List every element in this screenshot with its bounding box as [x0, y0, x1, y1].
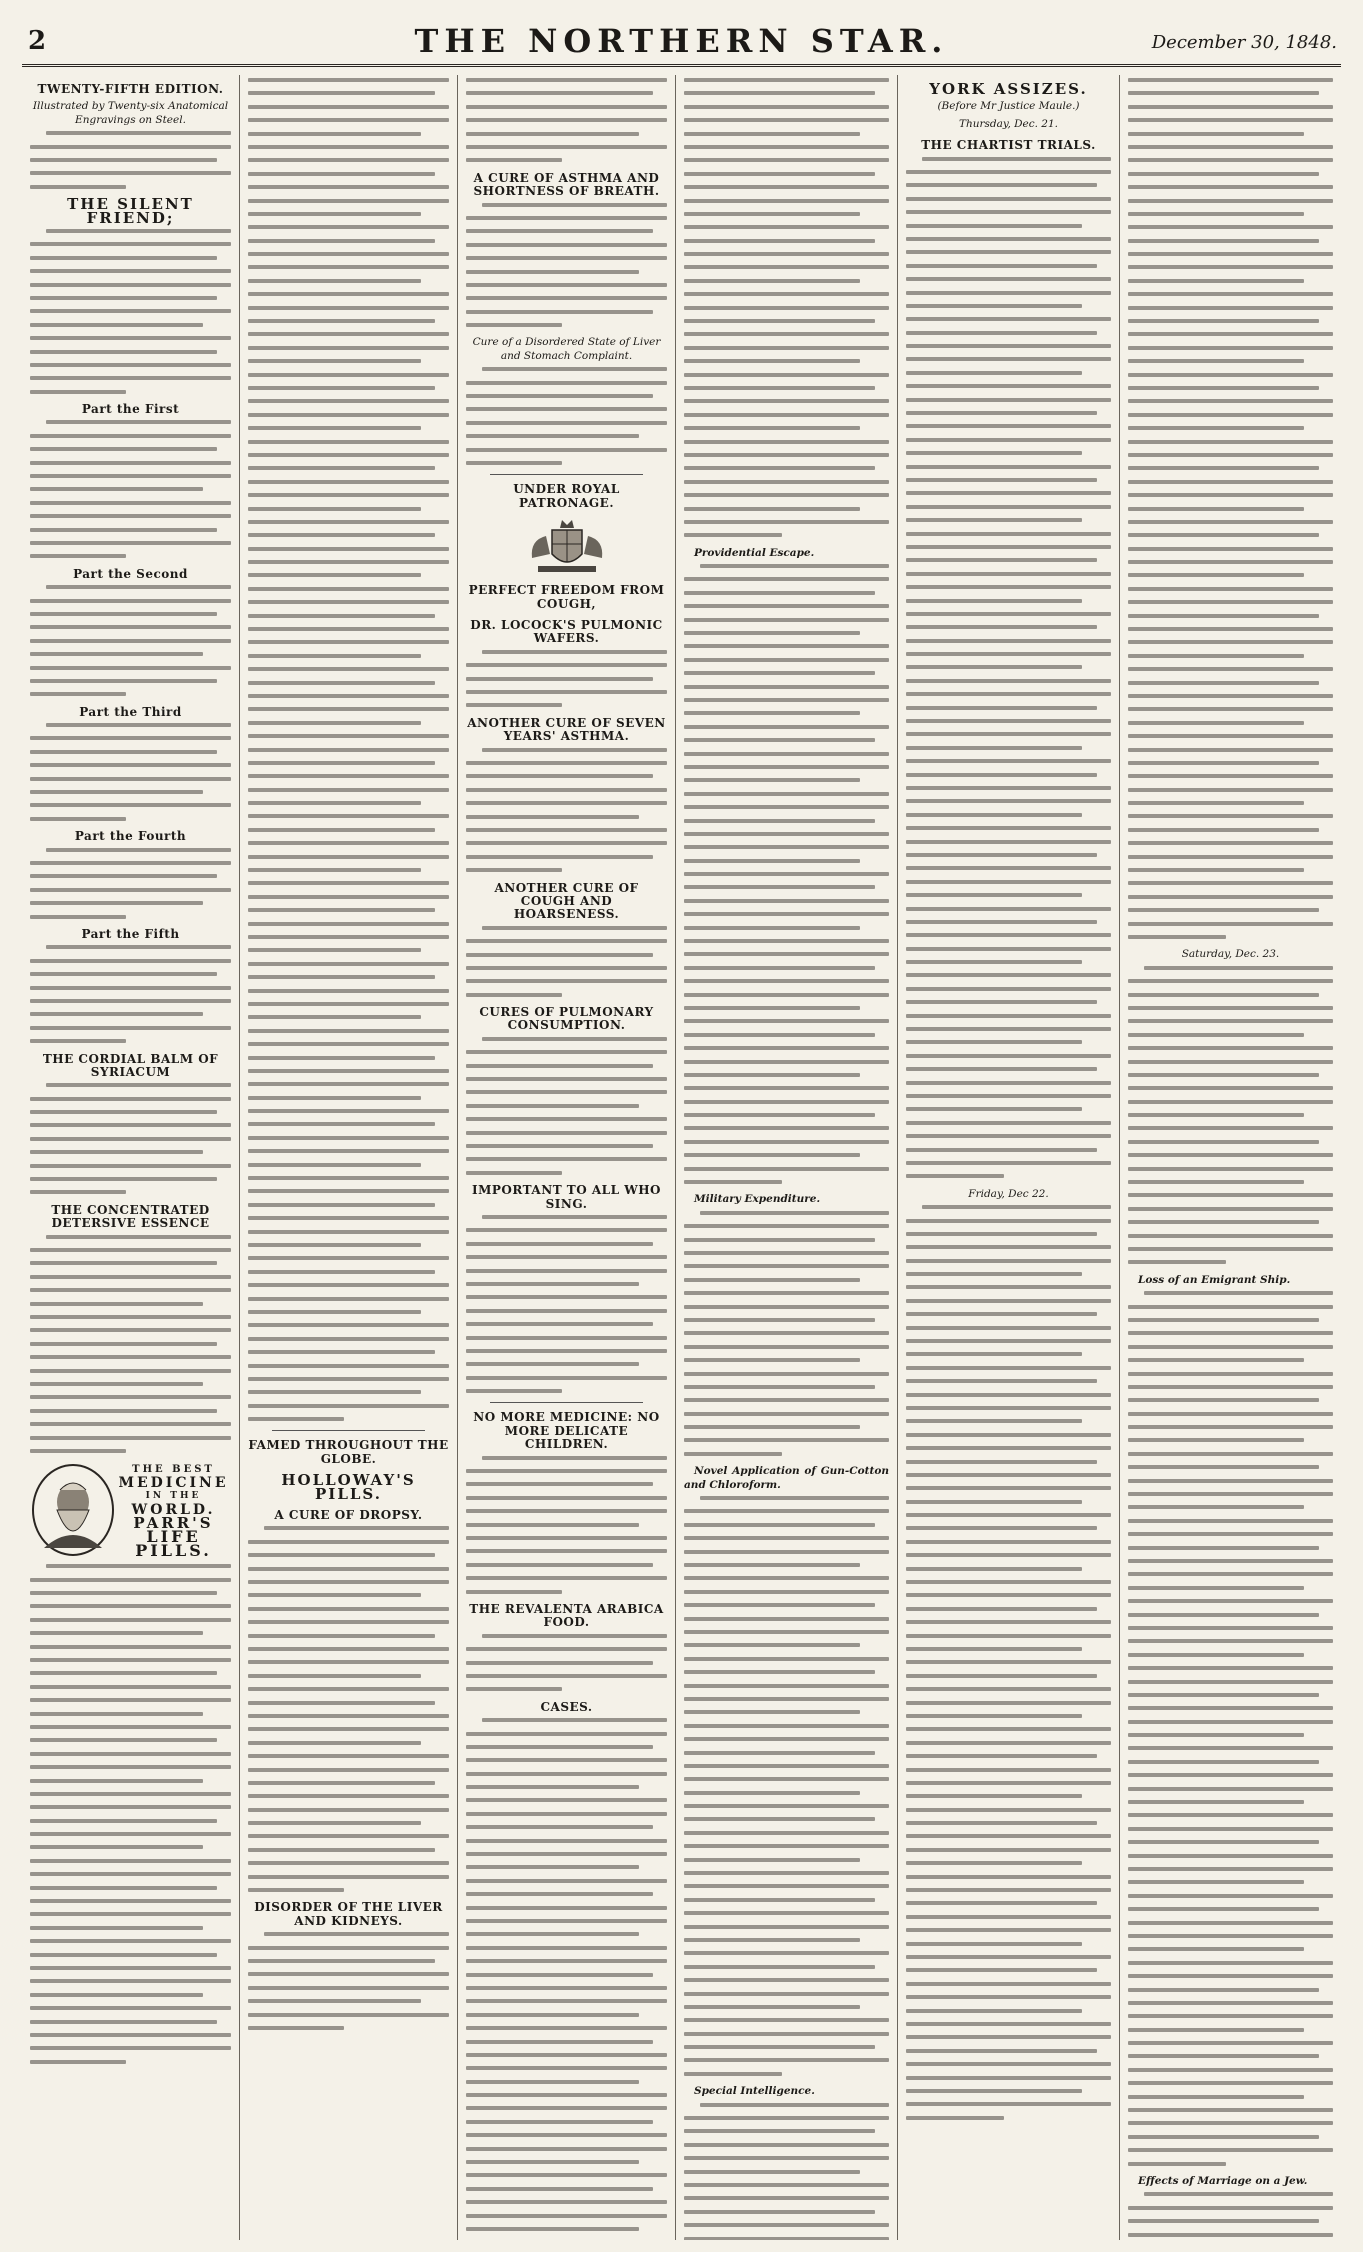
text-block [466, 1718, 667, 2240]
divider [490, 474, 643, 475]
essence-heading: THE CONCENTRATED DETERSIVE ESSENCE [51, 1202, 210, 1231]
parrs-pills-emblem [30, 1462, 231, 1558]
cough-hoarseness-heading: ANOTHER CURE OF COUGH AND HOARSENESS. [494, 880, 639, 922]
text-block [30, 229, 231, 394]
text-block [684, 564, 889, 1184]
holloway-pills-heading: HOLLOWAY'S PILLS. [281, 1471, 416, 1503]
text-block [906, 1205, 1111, 2120]
text-block [684, 1496, 889, 2076]
text-block [1128, 1291, 1333, 2165]
text-block [466, 203, 667, 328]
effects-marriage-heading: Effects of Marriage on a Jew. [1138, 2174, 1308, 2187]
special-intelligence-heading: Special Intelligence. [694, 2085, 815, 2098]
providential-escape-heading: Providential Escape. [694, 546, 815, 559]
column-6 [1120, 75, 1341, 2240]
judge-line: (Before Mr Justice Maule.) [937, 100, 1080, 113]
revalenta-heading: THE REVALENTA ARABICA FOOD. [469, 1601, 664, 1630]
text-block [30, 723, 231, 821]
best-medicine-words [116, 1463, 231, 1560]
edition-heading: TWENTY-FIFTH EDITION. [37, 82, 224, 96]
column-5 [898, 75, 1120, 2240]
locock-heading: DR. LOCOCK'S PULMONIC WAFERS. [470, 618, 663, 646]
important-heading: IMPORTANT TO ALL WHO SING. [472, 1183, 661, 1211]
emblem-text: WORLD. [131, 1501, 216, 1518]
columns [22, 75, 1341, 2240]
famed-heading: FAMED THROUGHOUT THE GLOBE. [248, 1438, 449, 1466]
text-block [248, 78, 449, 1421]
text-block [30, 585, 231, 696]
emblem-text: PARR'S [133, 1513, 214, 1532]
cases-heading: CASES. [540, 1699, 593, 1714]
divider [490, 1402, 643, 1403]
text-block [466, 1037, 667, 1175]
part-heading: Part the Second [73, 566, 188, 581]
saturday-line: Saturday, Dec. 23. [1181, 948, 1280, 961]
perfect-freedom-heading: PERFECT FREEDOM FROM COUGH, [468, 583, 665, 611]
liver-disorder-heading: DISORDER OF THE LIVER AND KIDNEYS. [254, 1900, 443, 1928]
york-assizes-heading: YORK ASSIZES. [929, 80, 1088, 98]
royal-coat-of-arms-icon [512, 514, 622, 576]
text-block [1128, 78, 1333, 939]
old-parr-portrait [30, 1462, 116, 1558]
issue-date: December 30, 1848. [1151, 32, 1337, 53]
loss-ship-heading: Loss of an Emigrant Ship. [1138, 1273, 1291, 1286]
text-block [466, 926, 667, 997]
novel-application-heading: Novel Application of Gun-Cotton and Chloroform. [684, 1465, 889, 1491]
text-block [684, 78, 889, 537]
chartist-trials-heading: THE CHARTIST TRIALS. [921, 138, 1096, 153]
part-heading: Part the Third [79, 704, 182, 719]
no-more-medicine-heading: NO MORE MEDICINE: NO MORE DELICATE CHILDREN. [473, 1410, 660, 1452]
part-heading: Part the First [81, 402, 180, 417]
royal-patronage-heading: UNDER ROYAL PATRONAGE. [513, 482, 620, 510]
silent-friend-heading: THE SILENT FRIEND; [67, 195, 194, 227]
text-block [248, 1932, 449, 2030]
pulmonary-heading: CURES OF PULMONARY CONSUMPTION. [479, 1005, 654, 1033]
text-block [1128, 966, 1333, 1265]
stomach-heading: Cure of a Disordered State of Liver and Stomach Complaint. [472, 336, 661, 362]
text-block [1128, 2192, 1333, 2240]
cordial-heading: THE CORDIAL BALM OF SYRIACUM [42, 1051, 219, 1079]
military-heading: Military Expenditure. [694, 1193, 821, 1206]
emblem-text: MEDICINE [118, 1474, 229, 1491]
text-block [684, 2103, 889, 2240]
asthma-cure-heading: A CURE OF ASTHMA AND SHORTNESS OF BREATH. [473, 170, 660, 199]
newspaper-title: THE NORTHERN STAR. [414, 22, 949, 60]
text-block [30, 131, 231, 189]
emblem-text: LIFE [146, 1527, 201, 1547]
divider [272, 1430, 425, 1431]
text-block [248, 1526, 449, 1892]
text-block [30, 1083, 231, 1194]
edition-note: Illustrated by Twenty-six Anatomical Engravings on Steel. [32, 100, 229, 126]
day-line: Thursday, Dec. 21. [958, 117, 1059, 130]
part-heading: Part the Fourth [74, 829, 187, 844]
column-1 [22, 75, 240, 2240]
text-block [906, 157, 1111, 1179]
friday-line: Friday, Dec 22. [968, 1187, 1049, 1200]
text-block [466, 650, 667, 708]
column-4 [676, 75, 898, 2240]
cure-dropsy-heading: A CURE OF DROPSY. [274, 1508, 423, 1523]
text-block [30, 1235, 231, 1453]
emblem-text: IN THE [145, 1491, 202, 1502]
page-number: 2 [28, 26, 47, 56]
text-block [466, 1634, 667, 1692]
text-block [466, 1215, 667, 1393]
column-2 [240, 75, 458, 2240]
emblem-text: PILLS. [135, 1540, 212, 1560]
another-cure-heading: ANOTHER CURE OF SEVEN YEARS' ASTHMA. [467, 715, 666, 744]
part-heading: Part the Fifth [81, 926, 180, 941]
column-3 [458, 75, 676, 2240]
text-block [466, 367, 667, 465]
text-block [466, 78, 667, 162]
text-block [30, 945, 231, 1043]
text-block [30, 1564, 231, 2063]
text-block [30, 420, 231, 558]
emblem-text: THE BEST [132, 1464, 215, 1476]
masthead [22, 18, 1341, 67]
text-block [466, 748, 667, 873]
text-block [684, 1211, 889, 1456]
text-block [30, 848, 231, 919]
text-block [466, 1456, 667, 1594]
